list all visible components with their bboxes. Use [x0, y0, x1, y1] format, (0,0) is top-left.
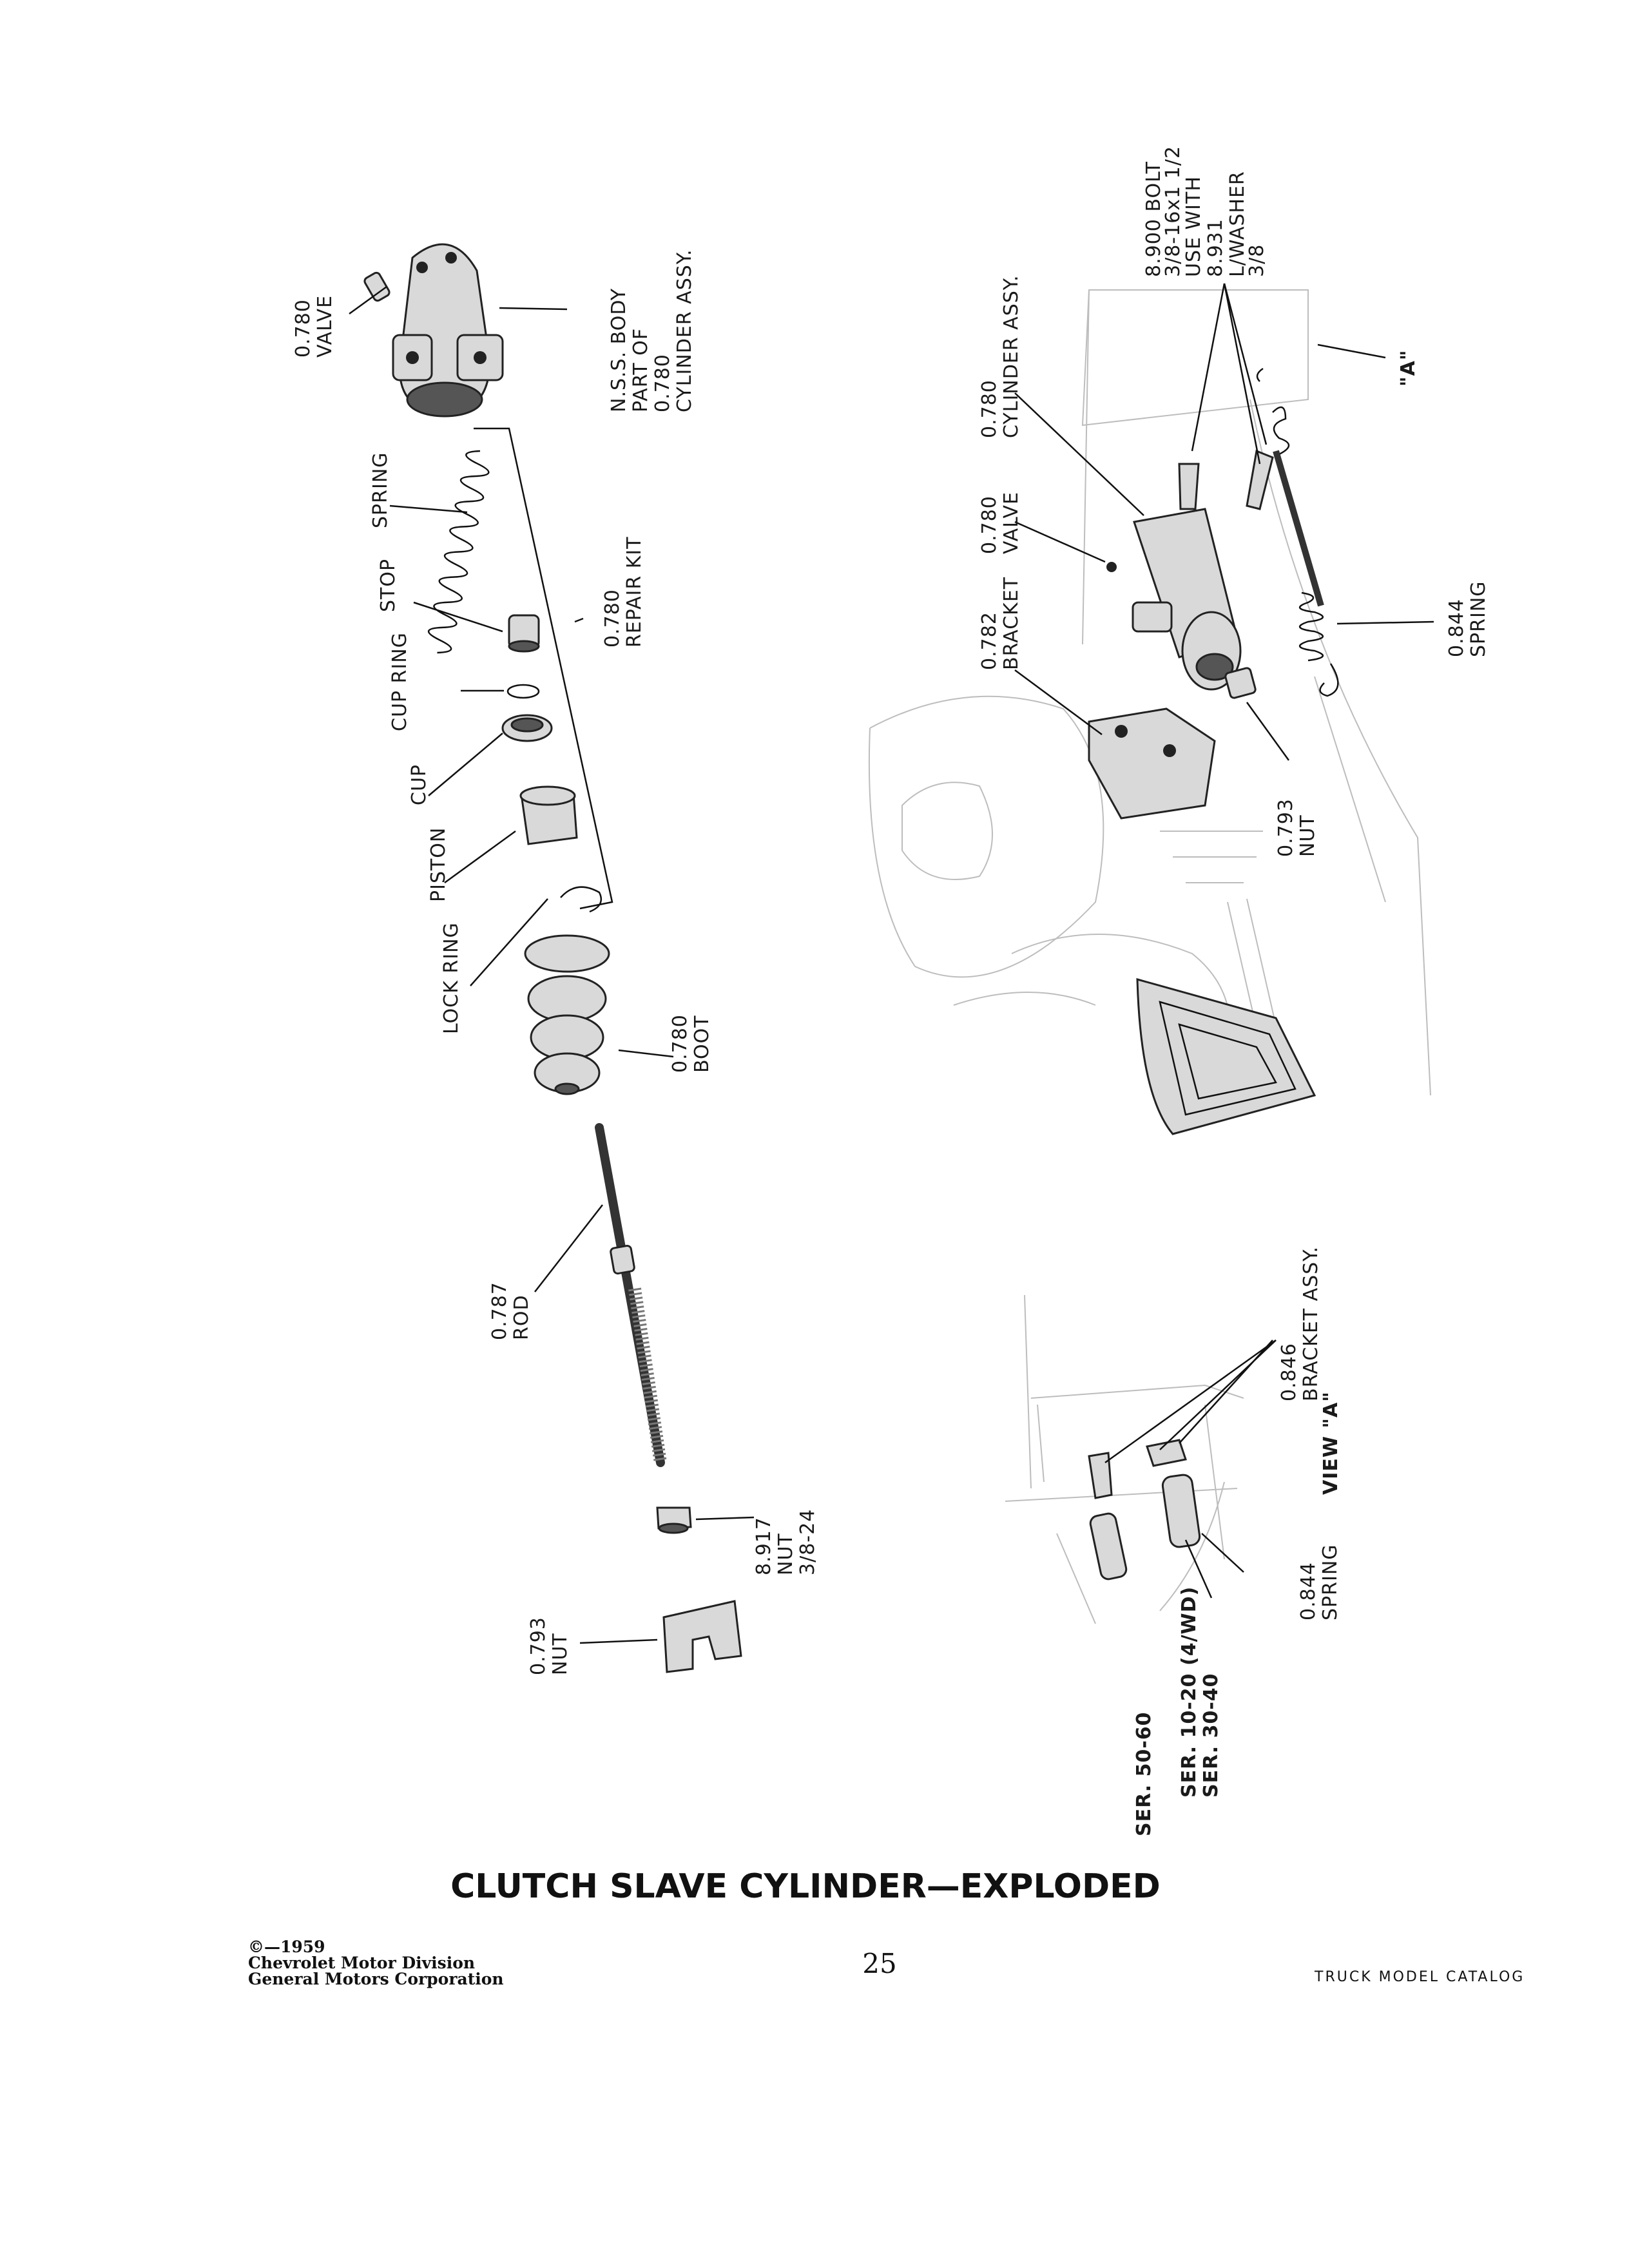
svg-text:NUT: NUT [1296, 814, 1319, 857]
cup-label: CUP [408, 764, 430, 805]
svg-text:8.917: 8.917 [753, 1517, 775, 1575]
piston-part [521, 787, 577, 844]
footer-copyright: ©—1959 [248, 1937, 325, 1956]
svg-text:PART OF: PART OF [630, 327, 652, 412]
installed-view-illustration [869, 284, 1434, 1134]
view-a-bracket-label [1278, 1246, 1322, 1401]
body-label [608, 249, 696, 412]
svg-text:NUT: NUT [775, 1533, 797, 1575]
svg-text:0.780: 0.780 [292, 299, 314, 358]
svg-text:CYLINDER ASSY.: CYLINDER ASSY. [1000, 274, 1023, 438]
svg-text:USE WITH: USE WITH [1182, 176, 1205, 277]
installed-bracket [1089, 709, 1215, 818]
spring-label: SPRING [369, 452, 392, 528]
installed-cylinder [1106, 509, 1256, 698]
valve-label [292, 295, 336, 358]
small-nut-part [657, 1508, 691, 1533]
svg-text:0.844: 0.844 [1445, 599, 1468, 657]
svg-text:BRACKET ASSY.: BRACKET ASSY. [1300, 1245, 1322, 1401]
svg-text:8.900 BOLT: 8.900 BOLT [1142, 161, 1165, 277]
clutch-pedal [1137, 899, 1315, 1134]
svg-text:N.S.S. BODY: N.S.S. BODY [608, 287, 630, 412]
large-nut-part [664, 1601, 741, 1672]
svg-text:L/WASHER: L/WASHER [1226, 171, 1249, 277]
footer-division: Chevrolet Motor Division [248, 1954, 476, 1972]
page-number: 25 [862, 1948, 897, 1979]
svg-text:3/8: 3/8 [1246, 244, 1268, 277]
svg-text:0.780: 0.780 [669, 1014, 691, 1073]
view-a-illustration [1005, 1295, 1276, 1624]
svg-text:0.782: 0.782 [978, 611, 1001, 670]
exploded-parts-illustration [349, 244, 754, 1672]
boot-part [525, 936, 609, 1094]
series-50-60-label: SER. 50-60 [1133, 1711, 1155, 1836]
view-a-spring-label [1297, 1544, 1342, 1620]
svg-text:VALVE: VALVE [314, 294, 336, 358]
svg-text:ROD: ROD [510, 1294, 533, 1340]
svg-text:0.846: 0.846 [1278, 1343, 1300, 1401]
boot-label [669, 1014, 713, 1073]
svg-text:NUT: NUT [549, 1633, 572, 1675]
rod-label [488, 1282, 533, 1340]
svg-text:0.780: 0.780 [601, 589, 624, 648]
cup-ring-part [508, 685, 539, 698]
svg-text:0.844: 0.844 [1297, 1562, 1320, 1620]
installed-nut-label [1275, 798, 1319, 857]
svg-text:0.793: 0.793 [527, 1617, 550, 1675]
svg-text:0.793: 0.793 [1275, 798, 1297, 857]
cylinder-body-part [393, 244, 503, 416]
stop-part [509, 615, 539, 651]
svg-text:0.780: 0.780 [978, 380, 1001, 438]
svg-text:VALVE: VALVE [1000, 491, 1023, 554]
svg-text:3/8-24: 3/8-24 [796, 1508, 819, 1575]
page-title: CLUTCH SLAVE CYLINDER—EXPLODED [450, 1867, 1161, 1906]
svg-text:CYLINDER ASSY.: CYLINDER ASSY. [673, 249, 696, 412]
footer-corporation: General Motors Corporation [248, 1970, 504, 1988]
view-a-title: VIEW "A" [1320, 1391, 1342, 1495]
installed-spring [1273, 407, 1338, 696]
installed-valve-label [978, 492, 1023, 554]
large-nut-label [527, 1617, 572, 1675]
svg-text:3/8-16x1 1/2: 3/8-16x1 1/2 [1162, 146, 1184, 277]
svg-text:SER. 10-20 (4/WD): SER. 10-20 (4/WD) [1178, 1586, 1200, 1798]
svg-text:REPAIR KIT: REPAIR KIT [623, 536, 646, 648]
svg-text:SPRING: SPRING [1319, 1544, 1342, 1620]
small-nut-label [753, 1509, 819, 1575]
repair-kit-label [601, 536, 646, 648]
svg-text:BOOT: BOOT [691, 1015, 713, 1073]
series-10-40-label [1178, 1586, 1222, 1798]
installed-spring-label [1445, 581, 1490, 657]
rod-part [599, 1128, 660, 1463]
view-a-marker: "A" [1397, 349, 1420, 387]
stop-label: STOP [377, 558, 400, 612]
svg-text:0.780: 0.780 [978, 495, 1001, 554]
svg-text:0.787: 0.787 [488, 1282, 511, 1340]
svg-text:SER. 30-40: SER. 30-40 [1200, 1673, 1222, 1798]
svg-text:8.931: 8.931 [1204, 218, 1227, 277]
footer-catalog: TRUCK MODEL CATALOG [1315, 1969, 1525, 1985]
installed-cylinder-label [978, 274, 1023, 438]
lock-ring-label: LOCK RING [440, 922, 463, 1034]
cup-ring-label: CUP RING [389, 632, 411, 731]
cup-part [503, 715, 552, 741]
svg-text:BRACKET: BRACKET [1000, 576, 1023, 670]
piston-label: PISTON [427, 827, 450, 902]
installed-bolt-label [1142, 146, 1268, 277]
installed-bracket-label [978, 577, 1023, 670]
svg-text:SPRING: SPRING [1467, 581, 1490, 657]
svg-text:0.780: 0.780 [651, 354, 674, 412]
